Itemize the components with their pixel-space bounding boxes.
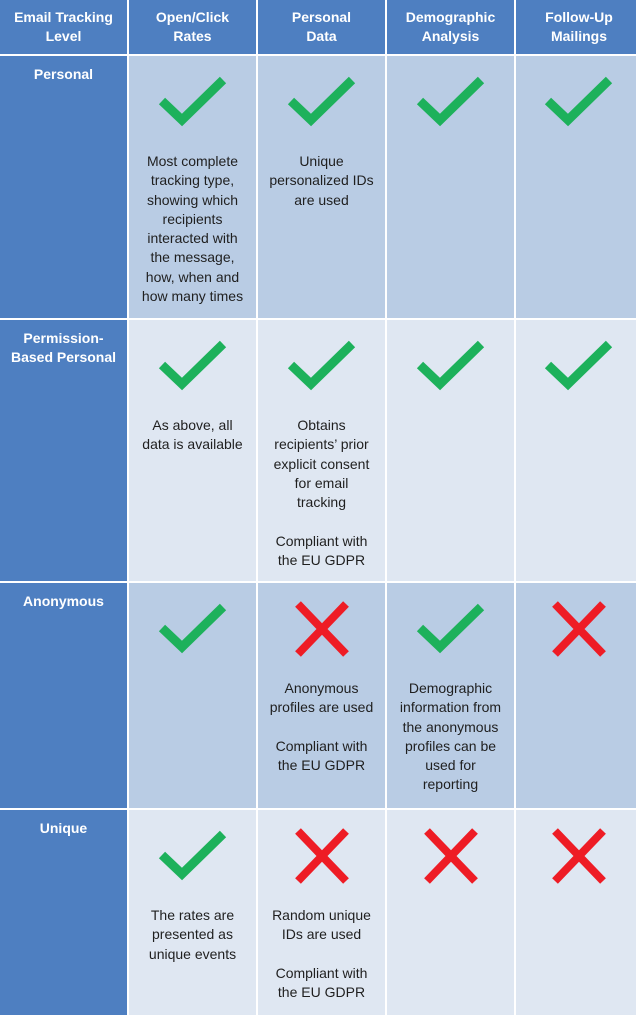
check-icon xyxy=(286,74,358,130)
cell-note: Unique personalized IDs are used xyxy=(269,153,374,208)
cell-unique-personal-data xyxy=(258,810,385,1015)
cell-personal-demographic xyxy=(387,56,514,318)
check-icon xyxy=(157,828,229,884)
cell-anonymous-personal-data xyxy=(258,583,385,808)
check-icon xyxy=(157,338,229,394)
check-icon xyxy=(543,338,615,394)
cell-note: As above, all data is available xyxy=(142,417,243,453)
cross-icon xyxy=(415,828,487,884)
row-label-personal: Personal xyxy=(0,56,127,318)
check-icon xyxy=(415,74,487,130)
check-icon xyxy=(286,338,358,394)
cell-note: Most complete tracking type, showing which recipients interacted with the message, how, when and how many times xyxy=(141,153,244,305)
row-label-anonymous: Anonymous xyxy=(0,583,127,808)
header-open-click-rates: Open/Click Rates xyxy=(129,0,256,54)
cell-permission-follow-up xyxy=(516,320,636,581)
cell-permission-demographic xyxy=(387,320,514,581)
cell-unique-demographic xyxy=(387,810,514,1015)
cross-icon xyxy=(543,828,615,884)
cell-unique-follow-up xyxy=(516,810,636,1015)
cell-permission-open-click xyxy=(129,320,256,581)
cell-unique-open-click xyxy=(129,810,256,1015)
header-follow-up-mailings: Follow-Up Mailings xyxy=(516,0,636,54)
cross-icon xyxy=(543,601,615,657)
row-label-permission-based-personal: Permission- Based Personal xyxy=(0,320,127,581)
cell-permission-personal-data xyxy=(258,320,385,581)
header-personal-data: Personal Data xyxy=(258,0,385,54)
cell-personal-personal-data xyxy=(258,56,385,318)
cell-note: Demographic information from the anonymous profiles can be used for reporting xyxy=(399,680,502,793)
header-demographic-analysis: Demographic Analysis xyxy=(387,0,514,54)
cell-anonymous-open-click xyxy=(129,583,256,808)
check-icon xyxy=(415,338,487,394)
check-icon xyxy=(157,74,229,130)
cell-anonymous-follow-up xyxy=(516,583,636,808)
check-icon xyxy=(543,74,615,130)
check-icon xyxy=(157,601,229,657)
row-label-unique: Unique xyxy=(0,810,127,1015)
cell-personal-open-click xyxy=(129,56,256,318)
cross-icon xyxy=(286,601,358,657)
cell-note: Anonymous profiles are used Compliant with the EU GDPR xyxy=(269,680,374,774)
header-email-tracking-level: Email Tracking Level xyxy=(0,0,127,54)
cell-personal-follow-up xyxy=(516,56,636,318)
check-icon xyxy=(415,601,487,657)
cell-note: Obtains recipients’ prior explicit consent for email tracking Compliant with the EU GDPR xyxy=(273,417,370,569)
cell-anonymous-demographic xyxy=(387,583,514,808)
cross-icon xyxy=(286,828,358,884)
cell-note: The rates are presented as unique events xyxy=(148,907,237,962)
cell-note: Random unique IDs are used Compliant with the EU GDPR xyxy=(272,907,371,1001)
